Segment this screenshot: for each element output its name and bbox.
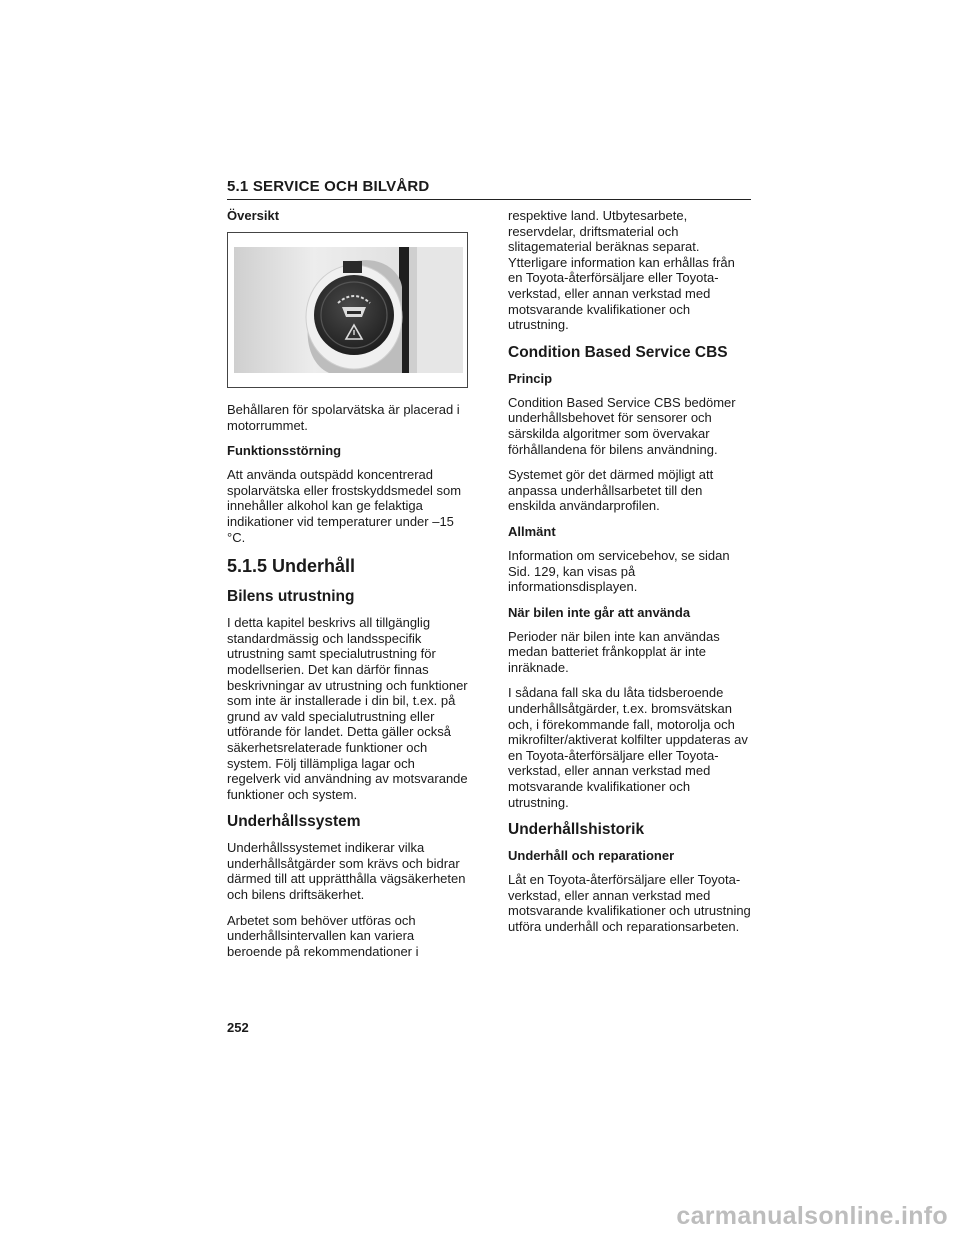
- underhallssystem-heading: Underhållssystem: [227, 813, 361, 831]
- princip-heading: Princip: [508, 370, 553, 386]
- p-funktionsstorning: Att använda outspädd koncentrerad spolarvätska eller frostskyddsmedel som innehåller alkohol kan ge felaktiga indikationer vid temperaturer under –15 °C.: [227, 467, 462, 545]
- oversikt-heading: Översikt: [227, 208, 280, 223]
- watermark: carmanualsonline.info: [676, 1202, 948, 1230]
- underhall-heading: 5.1.5 Underhåll: [227, 556, 356, 577]
- cbs-heading: Condition Based Service CBS: [508, 343, 728, 361]
- washer-fluid-figure: [227, 232, 468, 388]
- p-behallaren: Behållaren för spolarvätska är placerad i motorrummet.: [227, 402, 460, 433]
- nar-bilen-heading: När bilen inte går att använda: [508, 604, 691, 620]
- allmant-heading: Allmänt: [508, 523, 556, 539]
- page-number: 252: [227, 1020, 249, 1035]
- underhallshistorik-heading: Underhållshistorik: [508, 821, 645, 839]
- underhall-reparationer-heading: Underhåll och reparationer: [508, 848, 675, 864]
- section-title: 5.1 SERVICE OCH BILVÅRD: [227, 178, 751, 200]
- p-underhallssystem: Underhållssystemet indikerar vilka underhållsåtgärder som krävs och bidrar därmed till att upprätthålla vägsäkerheten och bilens driftsäkerhet.: [227, 840, 466, 903]
- p-princip: Condition Based Service CBS bedömer underhållsbehovet för sensorer och särskilda algoritmer som övervakar förhållandena för bilens användning.: [508, 394, 736, 457]
- p-lat: Låt en Toyota-återförsäljare eller Toyota-verkstad, eller annan verkstad med motsvarande kvalifikationer och utrustning utföra underhåll och reparationsarbeten.: [508, 872, 751, 934]
- washer-fluid-cap-icon: [234, 247, 463, 373]
- p-perioder: Perioder när bilen inte kan användas medan batteriet frånkopplat är inte inräknade.: [508, 628, 720, 675]
- p-bilens-utrustning: I detta kapitel beskrivs all tillgänglig standardmässig och landsspecifik utrustning samt specialutrustning för modellserien. Det kan därför finnas beskrivningar av utrustning och funktioner som inte är installerade i din bil, t.ex. på grund av vald specialutrustning eller utförande för landet. Detta gäller också säkerhetsrelaterade funktioner och system. Följ tillämpliga lagar och regelverk vid användning av motsvarande funktioner och system.: [227, 615, 468, 802]
- p-allmant: Information om servicebehov, se sidan Sid. 129, kan visas på informationsdisplayen.: [508, 547, 730, 595]
- right-column: [508, 208, 751, 945]
- p-continuation: respektive land. Utbytesarbete, reservdelar, driftsmaterial och slitagematerial beräknas separat. Ytterligare information kan erhållas från en Toyota-återförsäljare eller Toyota-verkstad, eller annan verkstad med motsvarande kvalifikationer och utrustning.: [508, 208, 735, 333]
- left-column: [227, 208, 470, 969]
- p-arbetet: Arbetet som behöver utföras och underhållsintervallen kan variera beroende på rekommendationer i: [227, 912, 419, 959]
- bilens-utrustning-heading: Bilens utrustning: [227, 588, 355, 606]
- funktionsstorning-heading: Funktionsstörning: [227, 443, 342, 459]
- p-systemet: Systemet gör det därmed möjligt att anpassa underhållsarbetet till den enskilda användarprofilen.: [508, 467, 714, 514]
- p-sadana: I sådana fall ska du låta tidsberoende underhållsåtgärder, t.ex. bromsvätskan och, i förekommande fall, motorolja och mikrofilter/aktiverat kolfilter uppdateras av en Toyota-återförsäljare eller Toyota-verkstad, eller annan verkstad med motsvarande kvalifikationer och utrustning.: [508, 685, 748, 810]
